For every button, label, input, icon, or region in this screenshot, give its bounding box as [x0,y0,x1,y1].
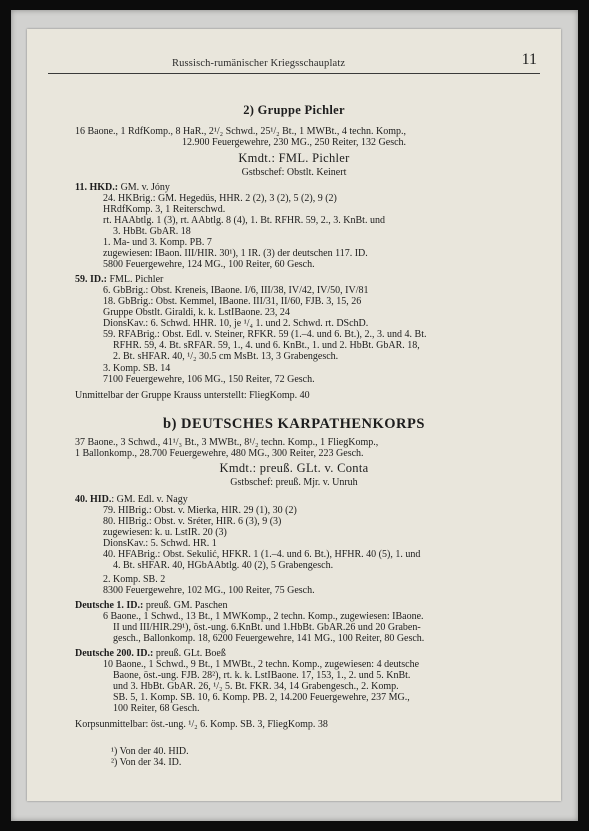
text-line [75,648,226,659]
line-text: 2) Gruppe Pichler [243,103,345,117]
text-line [103,549,420,560]
unit-designation: Deutsche 1. ID.: [75,600,144,611]
text-line [113,560,333,571]
line-text: SB. 5, 1. Komp. SB. 10, 6. Komp. PB. 2, 14.200 Feuergewehre, 237 MG., [113,692,410,703]
line-text: Gruppe Obstlt. Giraldi, k. k. LstIBaone. 23, 24 [103,307,290,318]
text-line [113,703,200,714]
line-text: 6. GbBrig.: Obst. Kreneis, IBaone. I/6, III/38, IV/42, IV/50, IV/81 [103,285,369,296]
text-line [75,719,328,730]
running-header [48,48,540,72]
text-line [75,448,364,459]
text-line [48,167,540,178]
line-text: 1 Ballonkomp., 28.700 Feuergewehre, 480 MG., 300 Reiter, 223 Gesch. [75,448,364,459]
text-line [103,318,368,329]
text-line [103,659,419,670]
line-text: Gstbschef: Obstlt. Keinert [241,167,347,178]
text-line [113,351,338,362]
text-line [75,600,227,611]
text-line [103,296,361,307]
line-text: Baone, öst.-ung. FJB. 28²), rt. k. k. LstIBaone. 17, 153, 1., 2. und 5. KnBt. [113,670,411,681]
text-line [113,692,410,703]
line-text: 59. RFABrig.: Obst. Edl. v. Steiner, RFKR. 59 (1.–4. und 6. Bt.), 2., 3. und 4. Bt. [103,329,427,340]
line-text: 100 Reiter, 68 Gesch. [113,703,200,714]
text-line [48,151,540,165]
line-text: FML. Pichler [106,274,164,285]
text-line [75,274,163,285]
line-text: 2. Bt. sHFAR. 40, ¹/₂ 30.5 cm MsBt. 13, 3 Grabengesch. [113,351,339,362]
line-text: 79. HIBrig.: Obst. v. Mierka, HIR. 29 (1), 30 (2) [103,505,297,516]
unit-designation: 40. HID. [75,494,112,505]
text-line [113,670,410,681]
text-line [48,137,540,148]
text-line [103,193,337,204]
text-line [113,633,424,644]
line-text: DionsKav.: 5. Schwd. HR. 1 [103,538,217,549]
line-text: und 3. HbBt. GbAR. 26, ¹/₂ 5. Bt. FKR. 34, 14 Grabengesch., 2. Komp. [113,681,399,692]
line-text: zugewiesen: IBaon. III/HIR. 30¹), 1 IR. (3) der deutschen 117. ID. [103,248,368,259]
page-number: 11 [521,51,537,68]
line-text: 1. Ma- und 3. Komp. PB. 7 [103,237,212,248]
line-text: GM. v. Jóny [118,182,170,193]
line-text: 24. HKBrig.: GM. Hegedüs, HHR. 2 (2), 3 (2), 5 (2), 9 (2) [103,193,337,204]
unit-designation: 59. ID.: [75,274,107,285]
line-text: 8300 Feuergewehre, 102 MG., 100 Reiter, 75 Gesch. [103,585,315,596]
text-line [103,516,281,527]
line-text: ¹) Von der 40. HID. [111,746,189,757]
header-rule [48,73,540,74]
text-line [75,437,378,448]
text-line [48,103,540,117]
unit-designation: Deutsche 200. ID.: [75,648,154,659]
text-line [103,505,297,516]
text-line [75,126,406,137]
line-text: 80. HIBrig.: Obst. v. Sréter, HIR. 6 (3), 9 (3) [103,516,282,527]
text-line [103,248,368,259]
text-line [103,215,385,226]
text-line [103,374,315,385]
text-line [103,329,427,340]
text-line [75,182,170,193]
text-line [103,237,212,248]
line-text: preuß. GM. Paschen [143,600,228,611]
line-text: Kmdt.: preuß. GLt. v. Conta [219,461,369,475]
line-text: 10 Baone., 1 Schwd., 9 Bt., 1 MWBt., 2 techn. Komp., zugewiesen: 4 deutsche [103,659,420,670]
text-line [103,259,315,270]
line-text: ²) Von der 34. ID. [111,757,182,768]
text-line [103,611,424,622]
text-line [113,226,191,237]
line-text: Korpsunmittelbar: öst.-ung. ¹/₂ 6. Komp. SB. 3, FliegKomp. 38 [75,719,328,730]
line-text: HRdfKomp. 3, 1 Reiterschwd. [103,204,226,215]
unit-designation: 11. HKD.: [75,182,119,193]
text-line [48,477,540,488]
line-text: rt. HAAbtlg. 1 (3), rt. AAbtlg. 8 (4), 1. Bt. RFHR. 59, 2., 3. KnBt. und [103,215,385,226]
line-text: gesch., Ballonkomp. 18, 6200 Feuergewehre, 141 MG., 100 Reiter, 80 Gesch. [113,633,425,644]
line-text: 4. Bt. sHFAR. 40, HGbAAbtlg. 40 (2), 5 Grabengesch. [113,560,334,571]
text-line [103,538,217,549]
text-line [75,390,310,401]
text-line [103,527,227,538]
line-text: 18. GbBrig.: Obst. Kemmel, IBaone. III/31, II/60, FJB. 3, 15, 26 [103,296,362,307]
line-text: Unmittelbar der Gruppe Krauss unterstellt: FliegKomp. 40 [75,390,310,401]
line-text: 6 Baone., 1 Schwd., 13 Bt., 1 MWKomp., 2 techn. Komp., zugewiesen: IBaone. [103,611,424,622]
line-text: 3. HbBt. GbAR. 18 [113,226,191,237]
text-line [48,416,540,432]
text-line [113,622,421,633]
line-text: 16 Baone., 1 RdfKomp., 8 HaR., 2¹/₂ Schwd., 25¹/₂ Bt., 1 MWBt., 4 techn. Komp., [75,126,407,137]
line-text: 12.900 Feuergewehre, 230 MG., 250 Reiter, 132 Gesch. [181,137,407,148]
line-text: Gstbschef: preuß. Mjr. v. Unruh [230,477,358,488]
line-text: 37 Baone., 3 Schwd., 41¹/₃ Bt., 3 MWBt., 8¹/₂ techn. Komp., 1 FliegKomp., [75,437,379,448]
line-text: : GM. Edl. v. Nagy [111,494,188,505]
text-line [48,461,540,475]
line-text: DionsKav.: 6. Schwd. HHR. 10, je ¹/₄ 1. und 2. Schwd. rt. DSchD. [103,318,369,329]
text-line [103,204,225,215]
line-text: zugewiesen: k. u. LstIR. 20 (3) [103,527,227,538]
running-title: Russisch-rumänischer Kriegsschauplatz [172,58,346,69]
line-text: 7100 Feuergewehre, 106 MG., 150 Reiter, 72 Gesch. [103,374,315,385]
text-line [103,307,290,318]
line-text: 3. Komp. SB. 14 [103,363,171,374]
text-line [103,285,369,296]
line-text: II und III/HIR.29¹), öst.-ung. 6.KnBt. und 1.HbBt. GbAR.26 und 20 Graben- [113,622,421,633]
line-text: preuß. GLt. Boeß [153,648,226,659]
text-line [113,340,420,351]
text-line [103,585,315,596]
text-line [103,574,165,585]
text-line [75,494,188,505]
text-line [113,681,399,692]
text-line [103,363,170,374]
line-text: b) DEUTSCHES KARPATHENKORPS [163,416,425,432]
line-text: Kmdt.: FML. Pichler [238,151,350,165]
line-text: RFHR. 59, 4. Bt. sRFAR. 59, 1., 4. und 6. KnBt., 1. und 2. HbBt. GbAR. 18, [113,340,420,351]
line-text: 40. HFABrig.: Obst. Sekulić, HFKR. 1 (1.–4. und 6. Bt.), HFHR. 40 (5), 1. und [103,549,421,560]
line-text: 2. Komp. SB. 2 [103,574,166,585]
text-line [111,757,181,768]
line-text: 5800 Feuergewehre, 124 MG., 100 Reiter, 60 Gesch. [103,259,315,270]
text-line [111,746,189,757]
